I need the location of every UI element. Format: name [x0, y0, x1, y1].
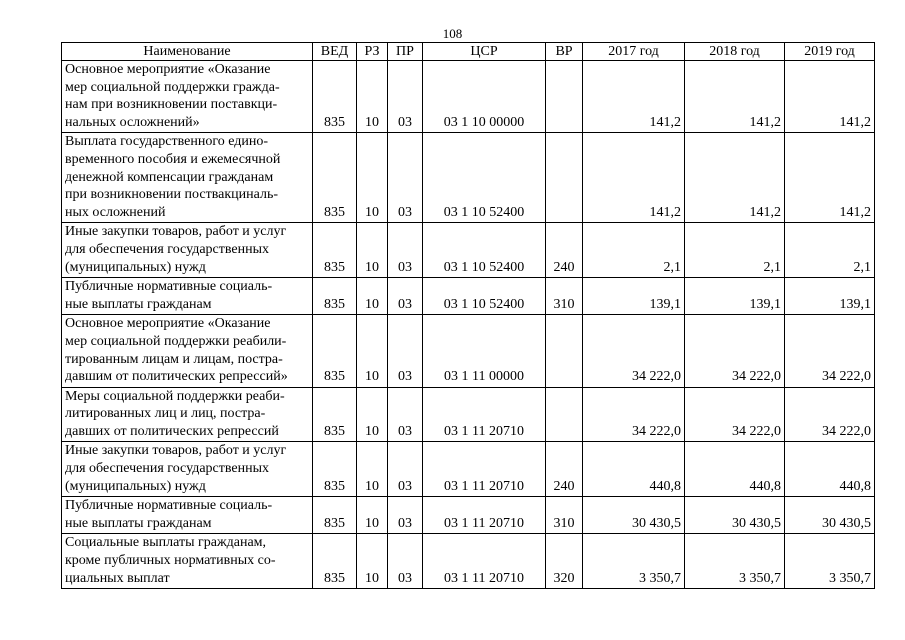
row-vr-cell: 240: [546, 442, 583, 497]
row-rz-cell: 10: [357, 61, 388, 133]
row-name-line: Социальные выплаты гражданам,: [65, 535, 267, 551]
row-ved-cell: 835: [313, 315, 357, 387]
row-pr-cell: 03: [388, 278, 423, 315]
header-ved: ВЕД: [313, 43, 357, 61]
row-vr-cell: 310: [546, 278, 583, 315]
row-2018-cell: 440,8: [685, 442, 785, 497]
table-row: [62, 442, 875, 497]
row-name-cell: [62, 315, 313, 387]
row-name-line: при возникновении поствакциналь-: [65, 187, 278, 203]
row-2018-cell: 141,2: [685, 133, 785, 223]
header-2017: 2017 год: [583, 43, 685, 61]
row-pr-cell: 03: [388, 497, 423, 534]
row-name-line: временного пособия и ежемесячной: [65, 151, 281, 167]
row-name-line: Основное мероприятие «Оказание: [65, 316, 271, 332]
table-header-row: [62, 43, 875, 61]
row-name-line: тированным лицам и лицам, постра-: [65, 351, 283, 367]
row-pr-cell: 03: [388, 315, 423, 387]
row-rz-cell: 10: [357, 278, 388, 315]
row-2017-cell: 3 350,7: [583, 534, 685, 589]
row-csr-cell: 03 1 11 20710: [423, 442, 546, 497]
row-name-line: циальных выплат: [65, 570, 170, 586]
row-name-line: литированных лиц и лиц, постра-: [65, 406, 266, 422]
row-ved-cell: 835: [313, 442, 357, 497]
row-vr-cell: [546, 315, 583, 387]
row-vr-cell: 240: [546, 223, 583, 278]
row-name-line: мер социальной поддержки гражда-: [65, 79, 280, 95]
row-name-line: мер социальной поддержки реабили-: [65, 333, 287, 349]
row-csr-cell: 03 1 11 20710: [423, 497, 546, 534]
row-2017-cell: 2,1: [583, 223, 685, 278]
row-csr-cell: 03 1 10 52400: [423, 278, 546, 315]
row-2019-cell: 440,8: [785, 442, 875, 497]
row-2017-cell: 30 430,5: [583, 497, 685, 534]
row-name-line: Основное мероприятие «Оказание: [65, 62, 271, 77]
table-body: [62, 61, 875, 589]
row-name-line: Выплата государственного едино-: [65, 134, 269, 150]
row-name-cell: [62, 387, 313, 442]
row-2019-cell: 30 430,5: [785, 497, 875, 534]
row-name-line: (муниципальных) нужд: [65, 259, 206, 275]
row-pr-cell: 03: [388, 534, 423, 589]
table-row: [62, 223, 875, 278]
row-vr-cell: [546, 61, 583, 133]
row-2019-cell: 141,2: [785, 61, 875, 133]
header-2019: 2019 год: [785, 43, 875, 61]
row-name-line: нальных осложнений»: [65, 114, 200, 130]
row-csr-cell: 03 1 10 00000: [423, 61, 546, 133]
row-name-line: для обеспечения государственных: [65, 241, 269, 257]
row-2018-cell: 34 222,0: [685, 387, 785, 442]
row-2017-cell: 141,2: [583, 61, 685, 133]
table-row: [62, 278, 875, 315]
row-2018-cell: 2,1: [685, 223, 785, 278]
row-rz-cell: 10: [357, 534, 388, 589]
row-vr-cell: 320: [546, 534, 583, 589]
row-rz-cell: 10: [357, 387, 388, 442]
row-vr-cell: [546, 133, 583, 223]
row-ved-cell: 835: [313, 61, 357, 133]
row-name-line: давшим от политических репрессий»: [65, 369, 288, 385]
row-name-line: (муниципальных) нужд: [65, 478, 206, 494]
row-vr-cell: [546, 387, 583, 442]
row-pr-cell: 03: [388, 133, 423, 223]
row-name-cell: [62, 223, 313, 278]
row-ved-cell: 835: [313, 278, 357, 315]
header-pr: ПР: [388, 43, 423, 61]
row-2018-cell: 141,2: [685, 61, 785, 133]
table-row: [62, 534, 875, 589]
row-rz-cell: 10: [357, 223, 388, 278]
row-ved-cell: 835: [313, 387, 357, 442]
budget-table: [61, 42, 875, 589]
row-2019-cell: 2,1: [785, 223, 875, 278]
row-name-cell: [62, 61, 313, 133]
row-name-line: нам при возникновении поставкци-: [65, 97, 278, 113]
row-name-cell: [62, 278, 313, 315]
table-row: [62, 387, 875, 442]
row-name-line: Меры социальной поддержки реаби-: [65, 388, 285, 404]
row-csr-cell: 03 1 10 52400: [423, 223, 546, 278]
header-csr: ЦСР: [423, 43, 546, 61]
row-2017-cell: 440,8: [583, 442, 685, 497]
row-name-line: денежной компенсации гражданам: [65, 169, 274, 185]
row-2017-cell: 34 222,0: [583, 387, 685, 442]
header-name: Наименование: [62, 43, 313, 61]
table-row: [62, 61, 875, 133]
row-ved-cell: 835: [313, 497, 357, 534]
row-pr-cell: 03: [388, 442, 423, 497]
row-ved-cell: 835: [313, 534, 357, 589]
row-name-line: ные выплаты гражданам: [65, 515, 212, 531]
row-2019-cell: 139,1: [785, 278, 875, 315]
table-row: [62, 497, 875, 534]
table-row: [62, 133, 875, 223]
row-name-cell: [62, 534, 313, 589]
row-csr-cell: 03 1 11 20710: [423, 534, 546, 589]
row-csr-cell: 03 1 10 52400: [423, 133, 546, 223]
row-name-line: кроме публичных нормативных со-: [65, 553, 276, 569]
row-ved-cell: 835: [313, 133, 357, 223]
row-name-line: для обеспечения государственных: [65, 461, 269, 477]
row-name-cell: [62, 133, 313, 223]
row-2018-cell: 139,1: [685, 278, 785, 315]
row-name-line: Иные закупки товаров, работ и услуг: [65, 443, 287, 459]
header-vr: ВР: [546, 43, 583, 61]
row-pr-cell: 03: [388, 61, 423, 133]
row-2018-cell: 3 350,7: [685, 534, 785, 589]
row-2019-cell: 141,2: [785, 133, 875, 223]
row-2017-cell: 34 222,0: [583, 315, 685, 387]
row-name-cell: [62, 497, 313, 534]
row-name-line: ные выплаты гражданам: [65, 296, 212, 312]
row-name-line: давших от политических репрессий: [65, 423, 279, 439]
row-pr-cell: 03: [388, 223, 423, 278]
row-name-line: Иные закупки товаров, работ и услуг: [65, 224, 287, 240]
row-2018-cell: 34 222,0: [685, 315, 785, 387]
page-number: 108: [442, 26, 463, 41]
row-name-line: Публичные нормативные социаль-: [65, 498, 273, 514]
header-rz: РЗ: [357, 43, 388, 61]
row-rz-cell: 10: [357, 133, 388, 223]
row-csr-cell: 03 1 11 00000: [423, 315, 546, 387]
row-pr-cell: 03: [388, 387, 423, 442]
row-2017-cell: 139,1: [583, 278, 685, 315]
row-rz-cell: 10: [357, 497, 388, 534]
row-2019-cell: 3 350,7: [785, 534, 875, 589]
row-vr-cell: 310: [546, 497, 583, 534]
row-2017-cell: 141,2: [583, 133, 685, 223]
header-2018: 2018 год: [685, 43, 785, 61]
row-csr-cell: 03 1 11 20710: [423, 387, 546, 442]
row-2018-cell: 30 430,5: [685, 497, 785, 534]
row-name-line: Публичные нормативные социаль-: [65, 279, 273, 295]
row-2019-cell: 34 222,0: [785, 315, 875, 387]
row-name-cell: [62, 442, 313, 497]
row-2019-cell: 34 222,0: [785, 387, 875, 442]
table-row: [62, 315, 875, 387]
row-rz-cell: 10: [357, 442, 388, 497]
row-ved-cell: 835: [313, 223, 357, 278]
row-rz-cell: 10: [357, 315, 388, 387]
row-name-line: ных осложнений: [65, 204, 166, 220]
